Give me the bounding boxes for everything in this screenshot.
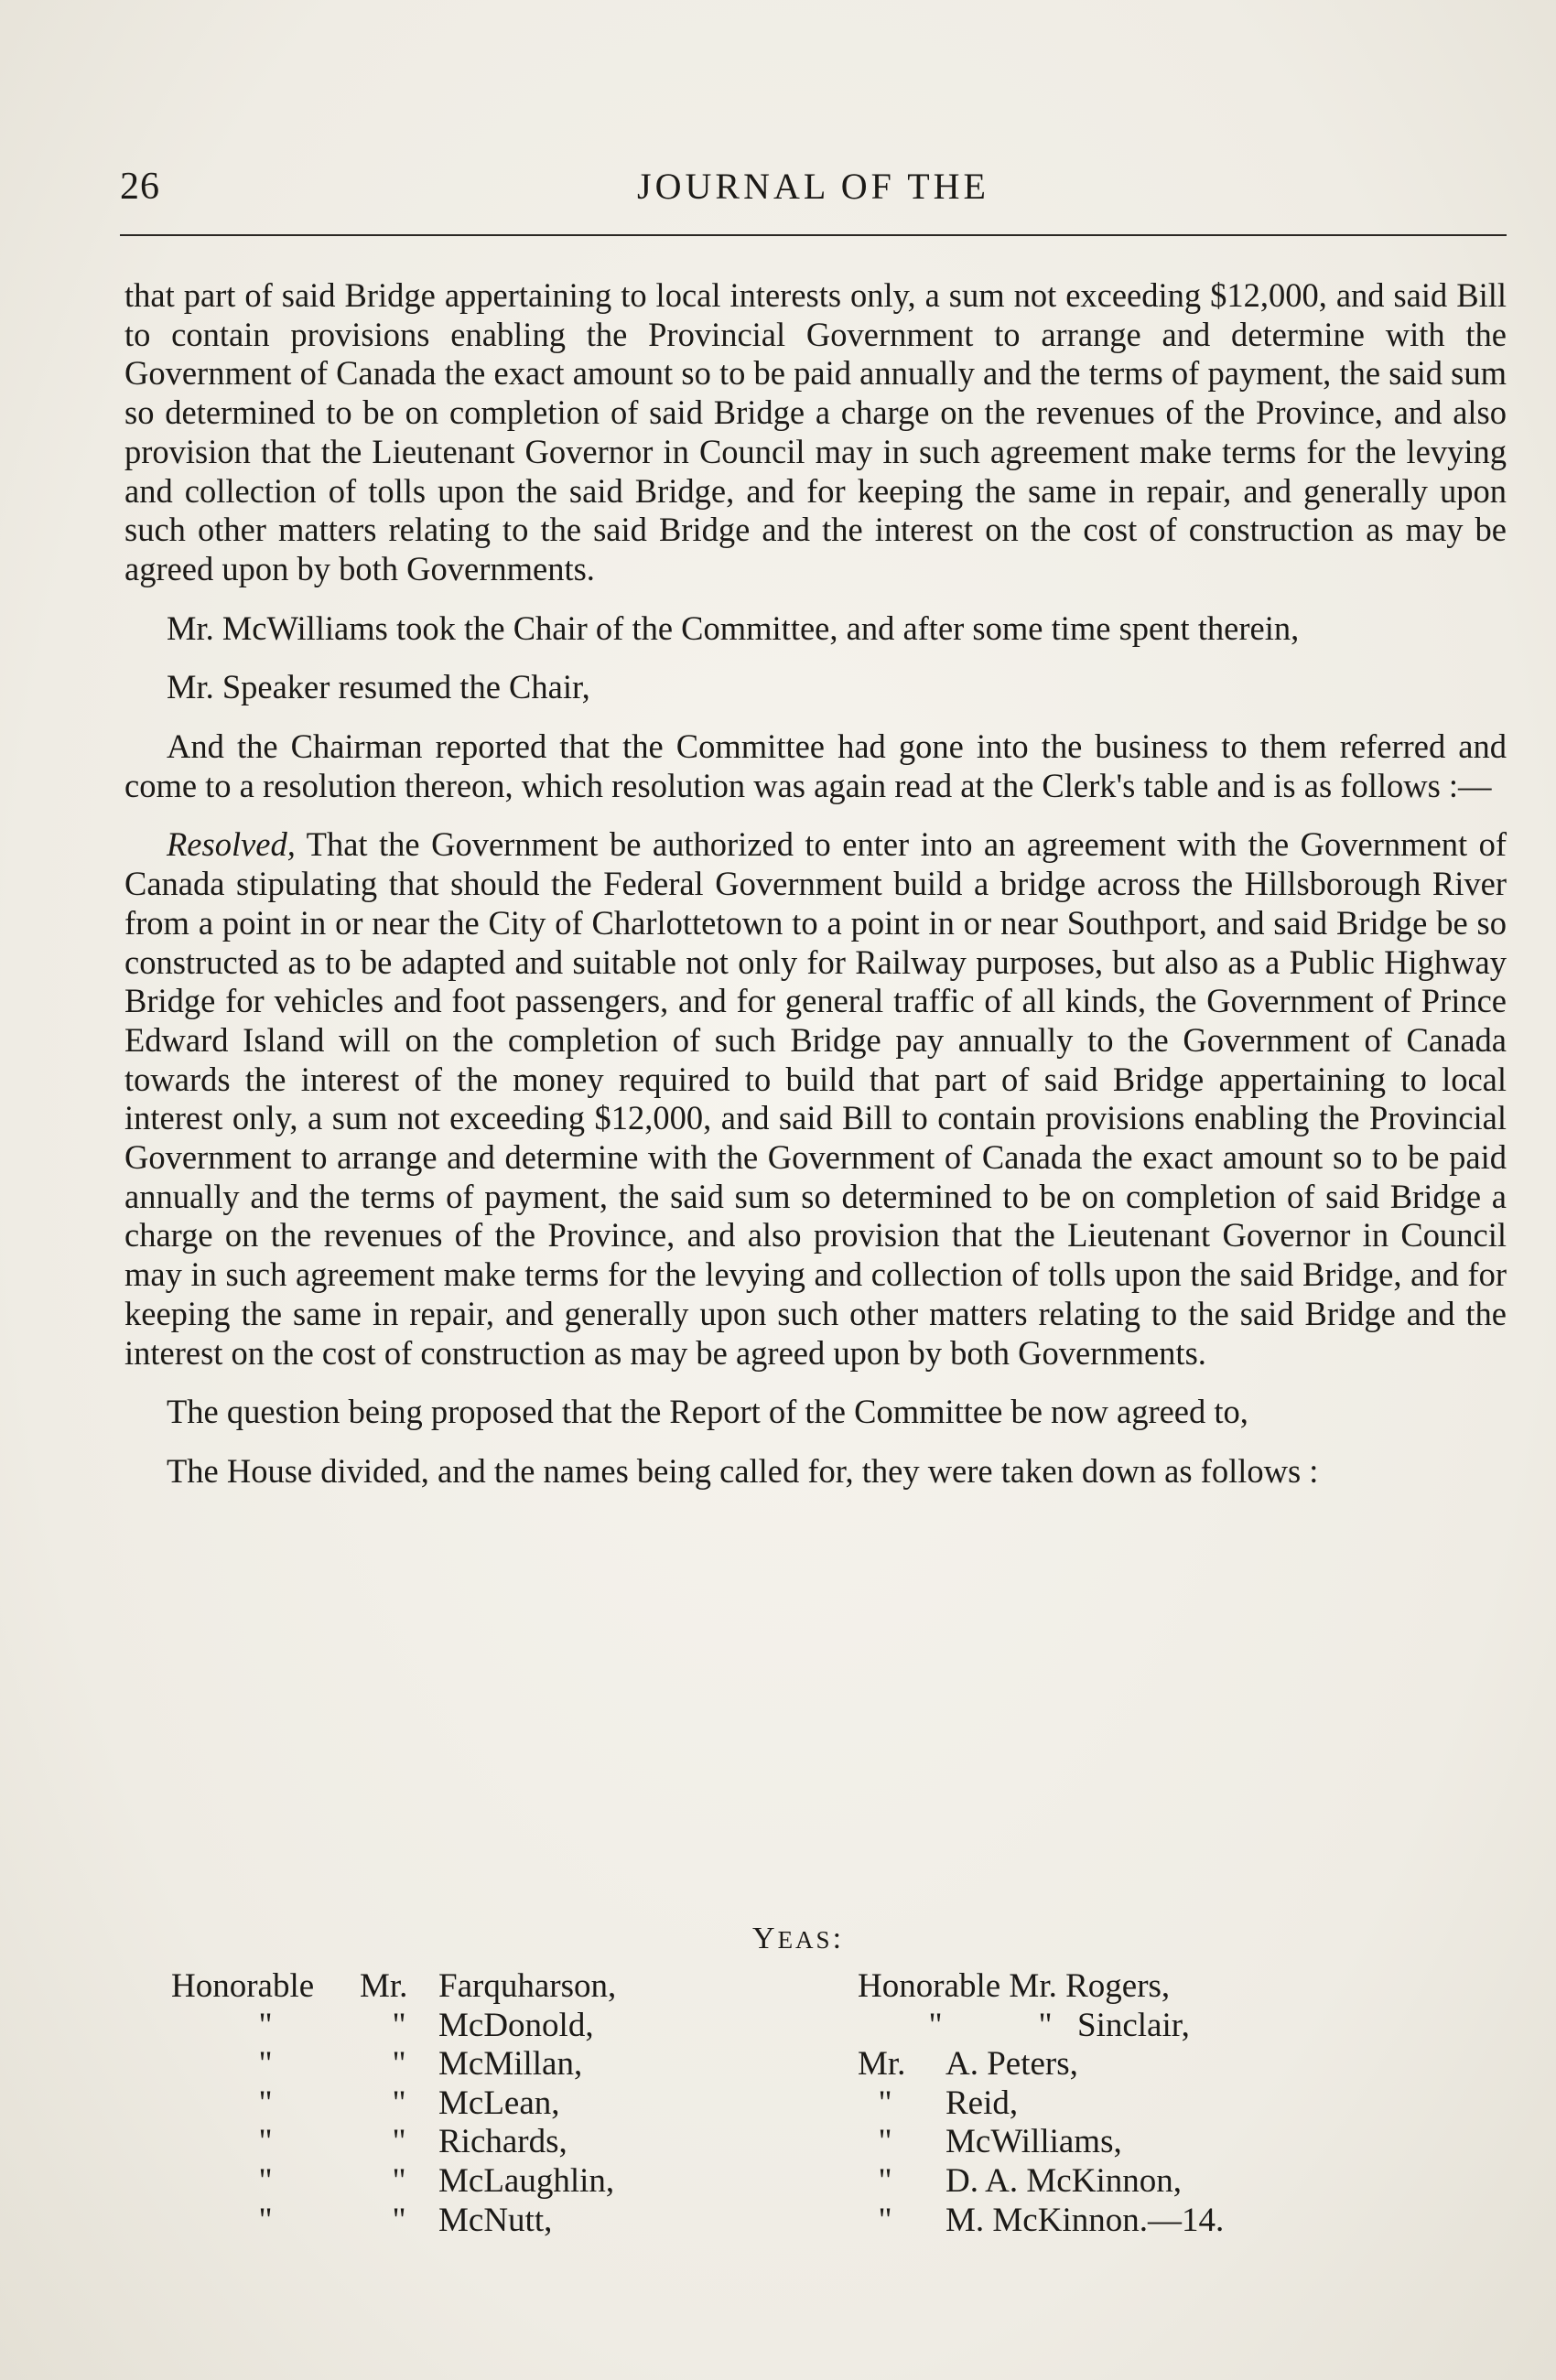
member-name: Reid, [945, 2084, 1019, 2122]
resolved-label: Resolved, [167, 825, 296, 864]
ditto-mark: " [392, 2006, 406, 2044]
yeas-initial: Y [752, 1922, 778, 1955]
list-item [858, 2162, 1224, 2202]
list-item [171, 1967, 616, 2007]
yeas-left-column [171, 1967, 616, 2240]
page-header [120, 165, 1507, 220]
member-name: D. A. McKinnon, [945, 2161, 1182, 2200]
member-name: A. Peters, [945, 2045, 1078, 2084]
list-item [171, 2202, 616, 2241]
list-item [858, 2123, 1224, 2162]
ditto-mark: " [878, 2161, 892, 2200]
member-name: McLaughlin, [438, 2161, 615, 2200]
member-name: McWilliams, [945, 2123, 1122, 2161]
journal-body [124, 276, 1507, 1492]
resolution-text: That the Government be authorized to enter into an agreement with the Government of Canada stipulating that should the Federal Government build a bridge across the Hillsborough River from a point in or near the City of Charlottetown to a point in or near Southport, and said Bridge be so constructed as to be adapted and suitable not only for Railway purposes, but also as a Public Highway Bridge for vehicles and foot passengers, and for general traffic of all kinds, the Government of Prince Edward Island will on the completion of such Bridge pay annually to the Government of Canada towards the interest of the money required to build that part of said Bridge appertaining to local interest only, a sum not exceeding $12,000, and said Bill to contain provisions enabling the Provincial Government to arrange and determine with the Government of Canada the exact amount so to be paid annually and the terms of payment, the said sum so determined to be on completion of said Bridge a charge on the revenues of the Province, and also provision that the Lieutenant Governor in Council may in such agreement make terms for the levying and collection of tolls upon the said Bridge, and for keeping the same in repair, and generally upon such other matters relating to the said Bridge and the interest on the cost of construction as may be agreed upon by both Governments. [124, 825, 1507, 1372]
list-item [171, 2123, 616, 2162]
yeas-colon: : [832, 1922, 845, 1955]
yeas-heading [752, 1922, 844, 1956]
header-rule [120, 234, 1507, 236]
ditto-mark: " [878, 2084, 892, 2122]
resolution-paragraph [124, 825, 1507, 1373]
ditto-mark: " [258, 2201, 273, 2239]
paragraph-division: The House divided, and the names being called for, they were taken down as follows : [167, 1451, 1319, 1490]
ditto-mark: " [392, 2045, 406, 2084]
title-cell: Mr. [858, 2045, 906, 2084]
ditto-mark: " [878, 2123, 892, 2161]
member-name: McNutt, [438, 2201, 553, 2239]
title-cell: Honorable [171, 1967, 315, 2005]
ditto-mark: " [258, 2084, 273, 2122]
ditto-mark: " [392, 2201, 406, 2239]
member-name: Richards, [438, 2123, 567, 2161]
member-name: Rogers, [1065, 1967, 1171, 2005]
list-item [171, 2007, 616, 2046]
list-item [858, 1967, 1224, 2007]
member-name: Sinclair, [1077, 2006, 1190, 2044]
paragraph-question: The question being proposed that the Report of the Committee be now agreed to, [167, 1393, 1248, 1431]
yeas-rest: EAS [777, 1926, 833, 1954]
title-cell: Honorable Mr. [858, 1967, 1057, 2005]
paragraph-continued: that part of said Bridge appertaining to local interests only, a sum not exceeding $12,000, and said Bill to contain provisions enabling the Provincial Government to arrange and determine with the Government of Canada the exact amount so to be paid annually and the terms of payment, the said sum so determined to be on completion of said Bridge a charge on the revenues of the Province, and also provision that the Lieutenant Governor in Council may in such agreement make terms for the levying and collection of tolls upon the said Bridge, and for keeping the same in repair, and generally upon such other matters relating to the said Bridge and the interest on the cost of construction as may be agreed upon by both Governments. [124, 276, 1507, 587]
ditto-mark: " [258, 2006, 273, 2044]
member-name: McMillan, [438, 2045, 583, 2084]
yeas-right-column [858, 1967, 1224, 2240]
ditto-mark: " [878, 2201, 892, 2239]
list-item [858, 2007, 1224, 2046]
title-cell: Mr. [360, 1967, 408, 2005]
page-number: 26 [120, 166, 160, 208]
paragraph-chair: Mr. McWilliams took the Chair of the Committee, and after some time spent therein, [167, 608, 1300, 647]
list-item [858, 2202, 1224, 2241]
list-item [858, 2045, 1224, 2084]
member-name: M. McKinnon.—14. [945, 2201, 1225, 2239]
paragraph-chairman-report: And the Chairman reported that the Committee had gone into the business to them referred and come to a resolution thereon, which resolution was again read at the Clerk's table and is as follows :— [124, 727, 1507, 804]
list-item [171, 2045, 616, 2084]
running-title: JOURNAL OF THE [637, 166, 989, 207]
member-name: McLean, [438, 2084, 560, 2122]
ditto-mark: " [928, 2006, 943, 2044]
ditto-mark: " [258, 2161, 273, 2200]
ditto-mark: " [392, 2084, 406, 2122]
member-name: McDonold, [438, 2006, 594, 2044]
list-item [171, 2084, 616, 2124]
ditto-mark: " [392, 2123, 406, 2161]
list-item [171, 2162, 616, 2202]
ditto-mark: " [258, 2045, 273, 2084]
member-name: Farquharson, [438, 1967, 617, 2005]
ditto-mark: " [1038, 2006, 1053, 2044]
paragraph-speaker: Mr. Speaker resumed the Chair, [167, 668, 590, 706]
list-item [858, 2084, 1224, 2124]
ditto-mark: " [258, 2123, 273, 2161]
ditto-mark: " [392, 2161, 406, 2200]
